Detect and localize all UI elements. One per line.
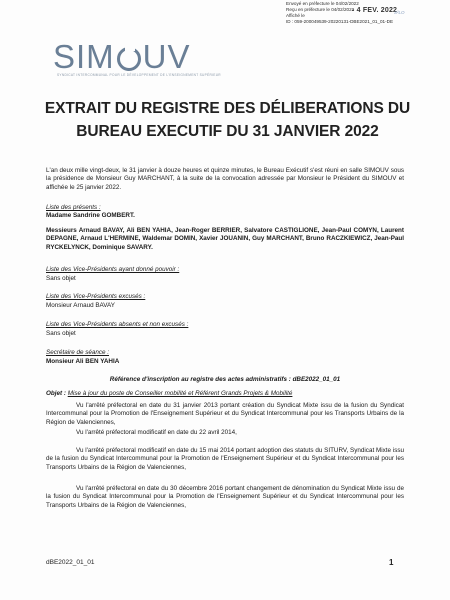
title-line-2: BUREAU EXECUTIF DU 31 JANVIER 2022 (76, 123, 379, 140)
stamp-handwritten-date: - 4 FEV. 2022 (352, 7, 398, 14)
pouvoir-value: Sans objet (46, 275, 76, 282)
considerant-3: Vu l'arrêté préfectoral modificatif en date du 15 mai 2014 portant adoption des statuts du SITURV, Syndicat Mixte issu de la fusion du Syndicat Intercommunal pour la Promotion de l'Enseignement Supérieur et du Syndicat Intercommunal pour les Transports Urbains de la Région de Valenciennes, (46, 447, 404, 471)
pouvoir-label: Liste des Vice-Présidents ayant donné pouvoir : (46, 266, 180, 273)
title-line-1: EXTRAIT DU REGISTRE DES DÉLIBERATIONS DU (44, 100, 411, 117)
excuses-value: Monsieur Arnaud BAVAY (46, 302, 115, 309)
stamp-received: Reçu en préfecture le 04/02/2022 (286, 7, 355, 13)
prefecture-stamp (286, 1, 446, 39)
secretaire-label: Secrétaire de séance : (46, 349, 110, 356)
secretaire-value: Monsieur Ali BEN YAHIA (46, 358, 120, 365)
page-number: 1 (389, 558, 394, 567)
objet-value: Mise à jour du poste de Conseiller mobilité et Référent Grands Projets & Mobilité (67, 390, 293, 397)
logo-subtitle: SYNDICAT INTERCOMMUNAL POUR LE DÉVELOPPEMENT DE L'ENSEIGNEMENT SUPÉRIEUR (57, 73, 221, 77)
excuses-label: Liste des Vice-Présidents excusés : (46, 293, 146, 300)
stamp-id: ID : 059-200049539-20220131-DBE2021_01_01-DE (286, 19, 394, 25)
considerant-4: Vu l'arrêté préfectoral en date du 30 décembre 2016 portant changement de dénomination du Syndicat Mixte issu de la fusion du Syndicat Intercommunal pour la Promotion de l'Enseignement Supérieur et du Syndicat Intercommunal pour les Transports Urbains de la Région de Valenciennes, (46, 485, 404, 509)
considerant-1: Vu l'arrêté préfectoral en date du 31 janvier 2013 portant création du Syndicat Mixte issu de la fusion du Syndicat Intercommunal pour la Promotion de l'Enseignement Supérieur et du Syndicat Intercommunal pour les Transports Urbains de la Région de Valenciennes, (46, 402, 404, 426)
simouv-logo (53, 38, 221, 80)
stamp-sent: Envoyé en préfecture le 04/02/2022 (286, 1, 359, 6)
intro-paragraph: L'an deux mille vingt-deux, le 31 janvier à douze heures et quinze minutes, le Bureau Exécutif s'est réuni en salle SIMOUV sous la présidence de Monsieur Guy MARCHANT, à la suite de la convocation adressée par Monsieur le Président du SIMOUV et affichée le 25 janvier 2022. (46, 167, 404, 191)
objet-line (46, 390, 404, 398)
logo-word-left: SIM (53, 38, 115, 75)
presents-label: Liste des présents : (46, 204, 101, 211)
logo-word-right: UV (142, 38, 191, 75)
stamp-posted: Affiché le (286, 13, 305, 19)
logo-o-icon (117, 47, 141, 71)
logo-wordmark (53, 40, 191, 74)
absents-value: Sans objet (46, 330, 76, 337)
reference-line: Référence d'inscription au registre des actes administratifs : dBE2022_01_01 (109, 376, 341, 383)
stamp-slo-mark: S²LO (394, 10, 405, 15)
absents-label: Liste des Vice-Présidents absents et non excusés : (46, 321, 189, 328)
footer-reference: dBE2022_01_01 (46, 559, 95, 566)
document-title (40, 97, 415, 143)
considerant-2: Vu l'arrêté préfectoral modificatif en date du 22 avril 2014, (76, 429, 237, 436)
objet-label: Objet : (46, 390, 66, 397)
presents-members: Messieurs Arnaud BAVAY, Ali BEN YAHIA, Jean-Roger BERRIER, Salvatore CASTIGLIONE, Jean-Paul COMYN, Laurent DEPAGNE, Arnaud L'HERMINE, Waldemar DOMIN, Xavier JOUANIN, Guy MARCHANT, Bruno RACZKIEWICZ, Jean-Paul RYCKELYNCK, Dominique SAVARY. (46, 227, 404, 251)
presents-madame: Madame Sandrine GOMBERT. (46, 212, 135, 219)
